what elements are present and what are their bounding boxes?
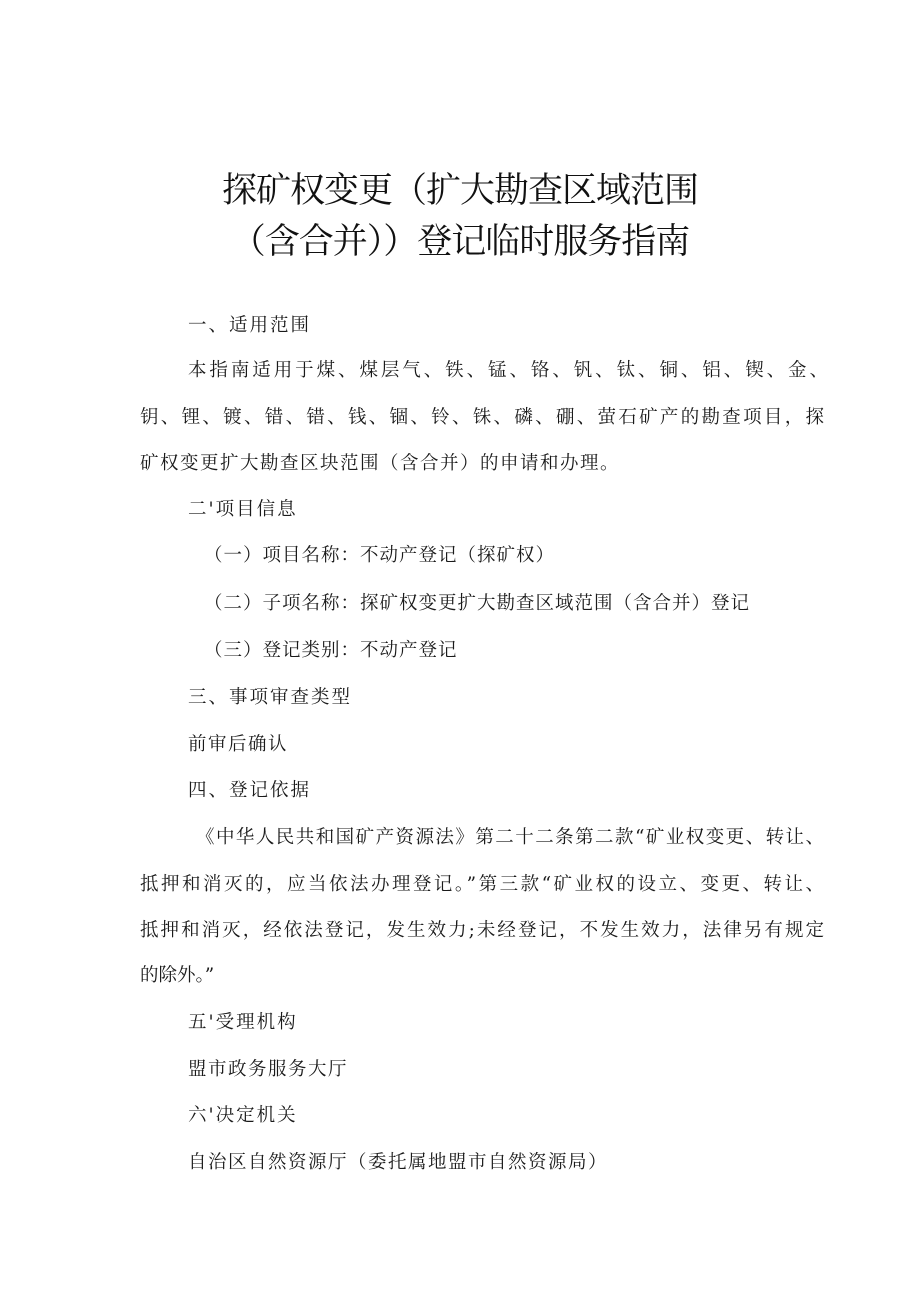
document-title-line-1: 探矿权变更（扩大勘查区域范围	[221, 171, 698, 211]
section-1-paragraph-line-3: 矿权变更扩大勘查区块范围（含合并）的申请和办理。	[140, 453, 621, 474]
section-4-paragraph-line-2: 抵押和消灭的，应当依法办理登记。”第三款“矿业权的设立、变更、转让、	[140, 874, 824, 895]
section-6-content: 自治区自然资源厅（委托属地盟市自然资源局）	[188, 1152, 609, 1173]
section-2-heading: 二'项目信息	[188, 499, 298, 520]
section-2-item-2: （二）子项名称：探矿权变更扩大勘查区域范围（含合并）登记	[204, 593, 751, 614]
section-5-heading: 五'受理机构	[188, 1012, 298, 1033]
section-4-paragraph-line-1: 《中华人民共和国矿产资源法》第二十二条第二款“矿业权变更、转让、	[196, 827, 824, 848]
section-1-heading: 一、适用范围	[188, 315, 312, 336]
section-5-content: 盟市政务服务大厅	[188, 1059, 349, 1080]
section-2-item-1: （一）项目名称：不动产登记（探矿权）	[204, 545, 556, 566]
section-3-heading: 三、事项审查类型	[188, 687, 353, 708]
section-6-heading: 六'决定机关	[188, 1105, 298, 1126]
document-title-line-2: （含合并））登记临时服务指南	[230, 222, 690, 262]
section-1-paragraph-line-1: 本指南适用于煤、煤层气、铁、锰、铬、钒、钛、铜、铝、锲、金、	[188, 360, 828, 381]
section-2-item-3: （三）登记类别：不动产登记	[204, 640, 458, 661]
section-3-content: 前审后确认	[188, 734, 289, 755]
section-4-paragraph-line-4: 的除外。”	[140, 965, 215, 986]
section-4-heading: 四、登记依据	[188, 780, 312, 801]
section-1-paragraph-line-2: 钥、锂、镀、错、错、钱、锢、铃、铢、磷、硼、萤石矿产的勘查项目，探	[140, 407, 824, 428]
section-4-paragraph-line-3: 抵押和消灭，经依法登记，发生效力;未经登记，不发生效力，法律另有规定	[140, 920, 824, 941]
